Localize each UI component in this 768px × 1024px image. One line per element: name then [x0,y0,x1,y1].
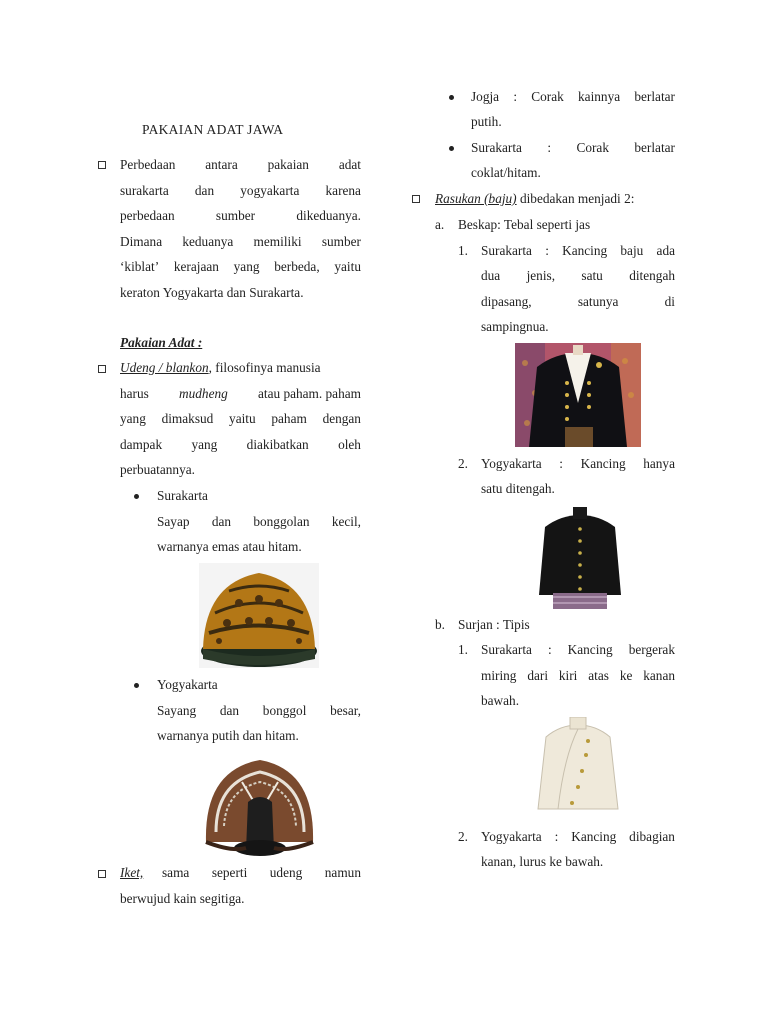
intro-line-2 [120,183,361,199]
word: di [664,294,675,309]
word: Sayap [157,514,190,529]
surakarta-corak-line-2: coklat/hitam. [471,165,541,180]
udeng-line2-b: atau paham. paham [257,386,361,401]
surjan-1-line-3: bawah. [481,693,520,708]
word: jenis, [526,268,556,283]
surjan-1-marker: 1. [458,642,468,657]
word: yogyakarta [240,183,300,198]
surakarta-label: Surakarta [157,488,208,503]
jogja-line-1 [471,89,675,105]
word: surakarta [120,183,169,198]
yogyakarta-desc-1 [157,703,361,719]
word: ke [619,668,633,683]
iket-term-text: Iket, [120,865,144,880]
udeng-line2-a: harus [120,386,149,401]
beskap-2-marker: 2. [458,456,468,471]
word: dua [481,268,501,283]
word: kerajaan [173,259,219,274]
square-bullet-icon [98,870,106,878]
bullet-dot-icon [449,146,454,151]
word: kiri [558,668,578,683]
word: namun [324,865,361,880]
word: yaitu [334,259,361,274]
word: dari [527,668,549,683]
bullet-dot-icon [134,683,139,688]
udeng-line-3 [120,411,361,427]
page-title: PAKAIAN ADAT JAWA [142,122,284,137]
word: sumber [321,234,361,249]
word: Surakarta [481,243,532,258]
surjan-1-line-2 [481,668,675,684]
word: keduanya [182,234,234,249]
beskap-2-line-2: satu ditengah. [481,481,555,496]
word: dan [211,514,232,529]
word: udeng [269,865,303,880]
word: besar, [330,703,361,718]
rasukan-term: Rasukan (baju) [435,191,517,206]
bullet-dot-icon [449,95,454,100]
word: bonggol [262,703,307,718]
word: baju [620,243,644,258]
word: Sayang [157,703,197,718]
surjan-marker: b. [435,617,445,632]
intro-line-3 [120,208,361,224]
iket-line-1 [162,865,361,881]
surjan-2-line-1 [481,829,675,845]
yogyakarta-label: Yogyakarta [157,677,218,692]
udeng-line-2 [120,386,361,402]
word: yang [233,259,260,274]
square-bullet-icon [98,365,106,373]
surjan-surakarta-image [534,717,622,821]
blangkon-yogyakarta-image [202,752,317,857]
word: karena [325,183,361,198]
word: oleh [338,437,361,452]
word: Yogyakarta [481,456,542,471]
iket-line-2: berwujud kain segitiga. [120,891,245,906]
word: seperti [211,865,248,880]
word: dimaksud [161,411,214,426]
word: kainnya [578,89,621,104]
udeng-line-5: perbuatannya. [120,462,195,477]
word: miring [481,668,517,683]
word: kanan [643,668,675,683]
word: dampak [120,437,163,452]
blangkon-surakarta-image [199,563,319,668]
beskap-1-line-4: sampingnua. [481,319,549,334]
word: Kancing [580,456,626,471]
word: Kancing [571,829,617,844]
section-heading [120,335,202,351]
word: Perbedaan [120,157,176,172]
udeng-line-4 [120,437,361,453]
word: Surakarta [471,140,522,155]
udeng-term: Udeng / blankon [120,360,209,375]
word: : [559,456,563,471]
word: dan [194,183,215,198]
udeng-line1-rest: , filosofinya manusia [208,360,321,375]
word: Corak [531,89,564,104]
intro-line-6: keraton Yogyakarta dan Surakarta. [120,285,304,300]
beskap-1-line-1 [481,243,675,259]
yogyakarta-desc-2: warnanya putih dan hitam. [157,728,299,743]
word: : [545,243,549,258]
word: Kancing [567,642,613,657]
word: : [547,642,552,657]
surjan-1-line-1 [481,642,675,658]
surjan-2-marker: 2. [458,829,468,844]
word: yaitu [229,411,256,426]
word: Kancing [562,243,608,258]
word: Jogja [471,89,500,104]
surjan-2-line-2: kanan, lurus ke bawah. [481,854,604,869]
square-bullet-icon [412,195,420,203]
word: hanya [643,456,675,471]
beskap-1-line-3 [481,294,675,310]
word: Yogyakarta [481,829,542,844]
word: Corak [576,140,609,155]
beskap-1-line-2 [481,268,675,284]
word: Surakarta [481,642,532,657]
word: yang [191,437,218,452]
word: Dimana [120,234,163,249]
word: diakibatkan [246,437,309,452]
intro-line-5 [120,259,361,275]
word: dan [219,703,240,718]
udeng-line-1 [120,360,361,376]
surakarta-desc-2: warnanya emas atau hitam. [157,539,302,554]
word: : [513,89,518,104]
word: adat [338,157,361,172]
word: ada [656,243,675,258]
jogja-line-2: putih. [471,114,502,129]
word: bergerak [628,642,675,657]
word: sama [162,865,190,880]
word: satu [581,268,603,283]
word: berlatar [634,140,675,155]
word: : [554,829,559,844]
word: atas [588,668,609,683]
intro-line-1 [120,157,361,173]
rasukan-rest: dibedakan menjadi 2: [516,191,635,206]
word: dibagian [629,829,675,844]
beskap-2-line-1 [481,456,675,472]
word: : [547,140,552,155]
beskap-1-marker: 1. [458,243,468,258]
word: paham [271,411,307,426]
beskap-marker: a. [435,217,445,232]
word: satunya [577,294,619,309]
iket-term [120,865,143,881]
word: dikeduanya. [296,208,361,223]
surakarta-desc-1 [157,514,361,530]
word: kecil, [331,514,361,529]
word: bonggolan [253,514,310,529]
word: pakaian [267,157,309,172]
word: dengan [322,411,361,426]
surakarta-corak-line-1 [471,140,675,156]
udeng-line2-term: mudheng [179,386,228,401]
rasukan-line [435,191,634,207]
word: dipasang, [481,294,532,309]
section-heading-text: Pakaian Adat : [120,335,203,350]
word: memiliki [253,234,302,249]
word: berlatar [634,89,675,104]
word: perbedaan [120,208,175,223]
word: berbeda, [274,259,320,274]
square-bullet-icon [98,161,106,169]
surjan-heading: Surjan : Tipis [458,617,530,632]
word: ditengah [629,268,675,283]
beskap-yogyakarta-image [535,505,625,609]
beskap-heading: Beskap: Tebal seperti jas [458,217,591,232]
intro-line-4 [120,234,361,250]
word: antara [205,157,238,172]
bullet-dot-icon [134,494,139,499]
word: ‘kiblat’ [120,259,160,274]
word: yang [120,411,146,426]
beskap-surakarta-image [515,343,641,447]
word: sumber [215,208,256,223]
